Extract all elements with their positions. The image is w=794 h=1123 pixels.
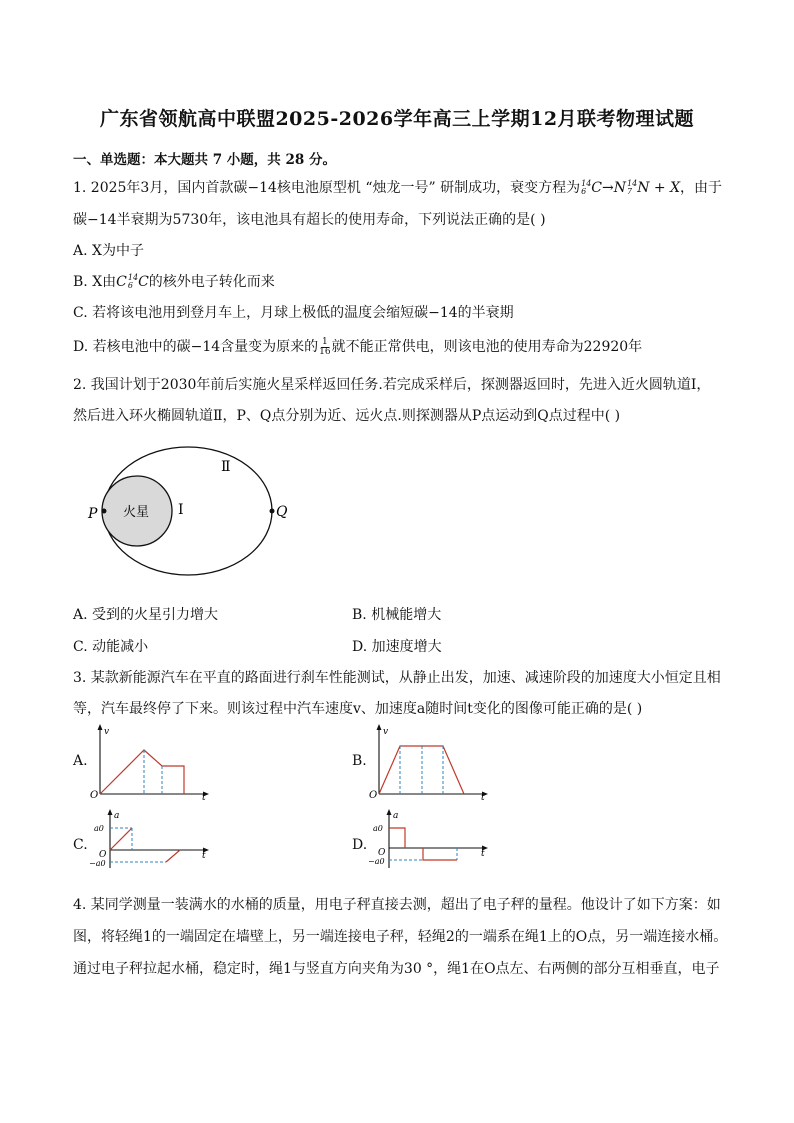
graph-d-a0: a0 <box>373 824 383 833</box>
q1-line1 <box>73 177 722 197</box>
graph-b-origin: O <box>369 790 378 800</box>
point-p-label: P <box>88 506 98 522</box>
q3-option-b-label: B. <box>352 753 367 769</box>
q1-option-c: C. 若将该电池用到登月车上，月球上极低的温度会缩短碳−14的半衰期 <box>73 305 514 321</box>
graph-c-fall <box>166 850 180 862</box>
q3-option-a-label: A. <box>73 753 88 769</box>
graph-d-t-label: t <box>481 849 485 859</box>
q4-line3: 通过电子秤拉起水桶，稳定时，绳1与竖直方向夹角为30 °，绳1在O点左、右两侧的部分互相垂直，电子 <box>73 961 720 977</box>
q1-line1-tail: ，由于 <box>680 180 723 196</box>
q1-line1-text: 1. 2025年3月，国内首款碳−14核电池原型机 “烛龙一号” 研制成功，衰变方程为 <box>73 180 581 196</box>
graph-c-a-label: a <box>114 811 120 821</box>
q2-line1: 2. 我国计划于2030年前后实施火星采样返回任务.若完成采样后，探测器返回时，先进入近火圆轨道Ⅰ， <box>73 377 711 393</box>
graph-c-rise <box>110 828 132 850</box>
decay-equation: 14 6 C→N 14 7 N + X <box>581 179 681 196</box>
graph-d-a-label: a <box>393 811 399 821</box>
q3-line2: 等，汽车最终停了下来。则该过程中汽车速度v、加速度a随时间t变化的图像可能正确的是( ) <box>73 701 643 717</box>
graph-a-v-arrow <box>98 724 103 730</box>
q3-line1: 3. 某款新能源汽车在平直的路面进行刹车性能测试，从静止出发，加速、减速阶段的加速度大小恒定且相 <box>73 670 721 686</box>
q1-option-a: A. X为中子 <box>73 243 144 259</box>
q2-option-d: D. 加速度增大 <box>352 639 442 655</box>
graph-a-curve <box>100 750 184 794</box>
graph-a-v-label: v <box>104 727 110 737</box>
q1-option-b-tail: 的核外电子转化而来 <box>148 274 275 290</box>
q2-option-c: C. 动能减小 <box>73 639 149 655</box>
page-title: 广东省领航高中联盟2025-2026学年高三上学期12月联考物理试题 <box>99 108 695 130</box>
q1-option-b-text: B. X由 <box>73 274 117 290</box>
graph-b <box>367 722 492 800</box>
graph-b-v-label: v <box>383 727 389 737</box>
q1-option-d-tail: 就不能正常供电，则该电池的使用寿命为22920年 <box>331 339 643 355</box>
q1-line2: 碳−14半衰期为5730年，该电池具有超长的使用寿命，下列说法正确的是( ) <box>73 212 546 228</box>
graph-c-a0: a0 <box>94 824 104 833</box>
q1-option-d <box>73 336 642 357</box>
orbit-ii-label: Ⅱ <box>221 459 231 475</box>
point-q-label: Q <box>276 504 288 520</box>
q2-option-b: B. 机械能增大 <box>352 607 442 623</box>
graph-d <box>367 806 492 872</box>
mars-label: 火星 <box>123 505 150 520</box>
q3-option-c-label: C. <box>73 837 88 853</box>
q1-option-b <box>73 271 275 291</box>
q4-line1: 4. 某同学测量一装满水的水桶的质量，用电子秤直接去测，超出了电子秤的量程。他设计了如下方案：如 <box>73 897 721 913</box>
point-q-dot <box>270 509 275 514</box>
orbit-i-label: Ⅰ <box>178 502 184 518</box>
graph-c <box>88 806 213 872</box>
graph-d-negative <box>423 848 457 860</box>
point-p-dot <box>102 509 107 514</box>
graph-c-neg-a0: −a0 <box>89 859 106 868</box>
graph-d-neg-a0: −a0 <box>368 857 385 866</box>
graph-a <box>88 722 213 800</box>
orbit-diagram <box>85 445 295 580</box>
graph-a-origin: O <box>90 790 99 800</box>
graph-c-a-arrow <box>108 809 113 815</box>
graph-b-t-label: t <box>481 793 485 800</box>
q3-option-d-label: D. <box>352 837 368 853</box>
graph-c-origin: O <box>99 850 107 860</box>
q2-line2: 然后进入环火椭圆轨道Ⅱ，P、Q点分别为近、远火点.则探测器从P点运动到Q点过程中( ) <box>73 408 621 424</box>
section-heading: 一、单选题：本大题共 7 小题，共 28 分。 <box>73 152 336 168</box>
q2-option-a: A. 受到的火星引力增大 <box>73 607 219 623</box>
graph-b-v-arrow <box>377 724 382 730</box>
graph-a-t-label: t <box>202 793 206 800</box>
graph-d-a-arrow <box>387 809 392 815</box>
graph-c-t-label: t <box>202 851 206 861</box>
fraction-1-16: $\frac{1}{16}$ <box>319 336 331 357</box>
q1-option-d-text: D. 若核电池中的碳−14含量变为原来的 <box>73 339 319 355</box>
graph-d-origin: O <box>378 848 386 858</box>
carbon-isotope: C 14 6 C <box>116 273 149 290</box>
q4-line2: 图，将轻绳1的一端固定在墙壁上，另一端连接电子秤，轻绳2的一端系在绳1上的O点，另一端连接水桶。 <box>73 929 728 945</box>
graph-d-positive <box>389 828 405 848</box>
